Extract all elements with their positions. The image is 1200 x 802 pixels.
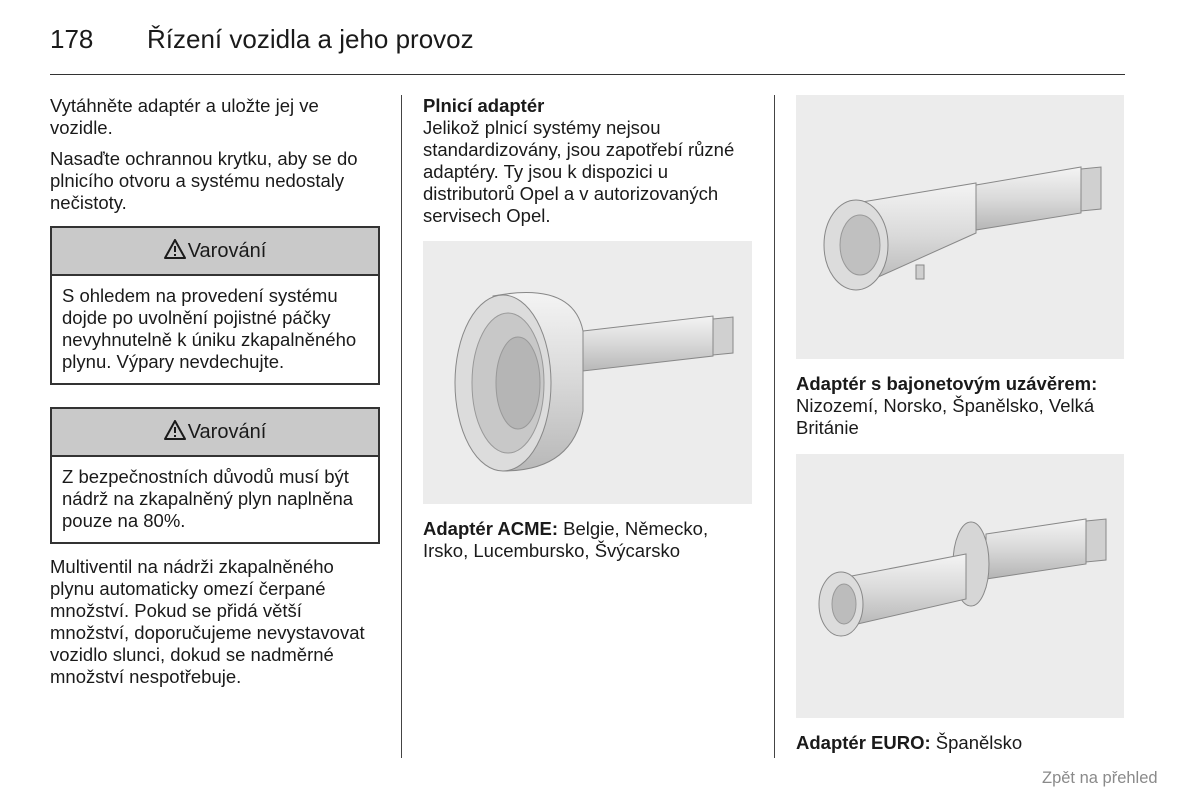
euro-adapter-image xyxy=(796,454,1124,718)
column-divider xyxy=(401,95,402,758)
column-right xyxy=(796,95,1128,754)
warning-header xyxy=(52,228,378,276)
warning-title: Varování xyxy=(187,421,267,443)
paragraph: Jelikož plnicí systémy nejsou standardizovány, jsou zapotřebí různé adaptéry. Ty jsou k dispozici u distributorů Opel a v autorizovaných servisech Opel. xyxy=(423,117,735,226)
warning-header xyxy=(52,409,378,457)
page-title: Řízení vozidla a jeho provoz xyxy=(147,24,474,54)
caption-label: Adaptér EURO: xyxy=(796,732,931,753)
paragraph: Vytáhněte adaptér a uložte jej ve vozidle. xyxy=(50,95,319,138)
caption-text: Španělsko xyxy=(930,732,1023,753)
back-to-overview-link[interactable]: Zpět na přehled xyxy=(1042,769,1158,787)
caption-text: Belgie, Německo, Irsko, Lucembursko, Švýcarsko xyxy=(423,518,709,561)
caption-label: Adaptér s bajonetovým uzávěrem: xyxy=(796,373,1098,394)
warning-text: Z bezpečnostních důvodů musí být nádrž na zkapalněný plyn naplněna pouze na 80%. xyxy=(62,466,354,531)
paragraph: Nasaďte ochrannou krytku, aby se do plnicího otvoru a systému nedostaly nečistoty. xyxy=(50,148,358,213)
column-middle xyxy=(423,95,755,562)
column-left xyxy=(50,95,380,697)
warning-triangle-icon xyxy=(164,420,186,445)
bayonet-adapter-image xyxy=(796,95,1124,359)
section-heading: Plnicí adaptér xyxy=(423,95,545,116)
warning-title: Varování xyxy=(187,240,267,262)
page-header xyxy=(50,22,1125,74)
caption-label: Adaptér ACME: xyxy=(423,518,558,539)
warning-box xyxy=(50,226,380,385)
warning-text: S ohledem na provedení systému dojde po uvolnění pojistné páčky nevyhnutelně k úniku zkapalněného plynu. Výpary nevdechujte. xyxy=(62,285,357,372)
page-number: 178 xyxy=(50,24,94,54)
caption xyxy=(423,518,755,562)
column-divider xyxy=(774,95,775,758)
header-divider xyxy=(50,74,1125,75)
paragraph: Multiventil na nádrži zkapalněného plynu automaticky omezí čerpané množství. Pokud se přidá větší množství, doporučujeme nevystavovat vozidlo slunci, dokud se nadměrné množství nespotřebuje. xyxy=(50,556,365,687)
caption xyxy=(796,732,1128,754)
acme-adapter-image xyxy=(423,241,752,504)
warning-box xyxy=(50,407,380,544)
caption-text: Nizozemí, Norsko, Španělsko, Velká Británie xyxy=(796,395,1095,438)
warning-triangle-icon xyxy=(164,239,186,264)
